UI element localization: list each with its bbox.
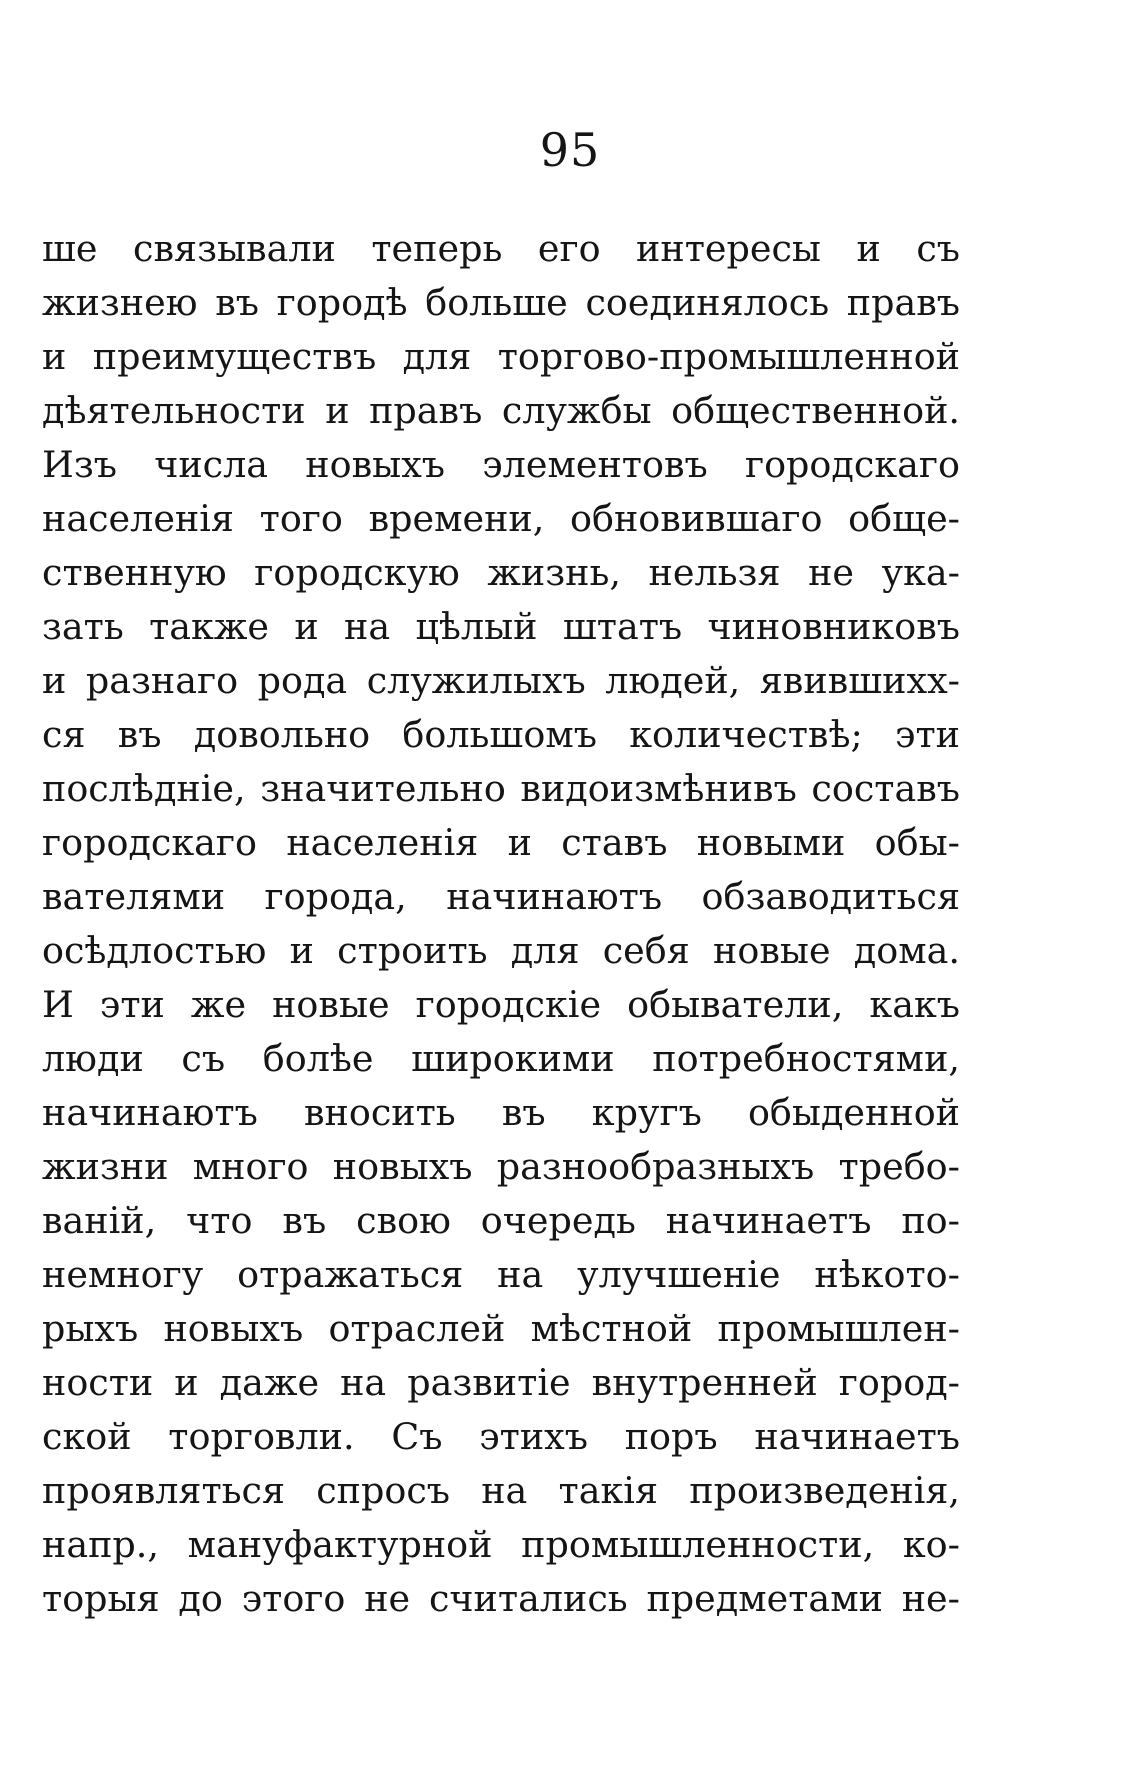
- text-line: рыхъ новыхъ отраслей мѣстной промышлен-: [42, 1307, 960, 1350]
- text-line: ской торговли. Съ этихъ поръ начинаетъ: [42, 1415, 960, 1458]
- text-line: ваній, что въ свою очередь начинаетъ по-: [42, 1199, 960, 1242]
- text-line: послѣдніе, значительно видоизмѣнивъ составъ: [42, 767, 960, 810]
- text-line: зать также и на цѣлый штатъ чиновниковъ: [42, 605, 960, 648]
- text-line: населенія того времени, обновившаго обще-: [42, 497, 960, 540]
- text-line: вателями города, начинаютъ обзаводиться: [42, 875, 960, 918]
- text-line: начинаютъ вносить въ кругъ обыденной: [42, 1091, 960, 1134]
- text-line: напр., мануфактурной промышленности, ко-: [42, 1523, 960, 1566]
- text-line: И эти же новые городскіе обыватели, какъ: [42, 983, 960, 1026]
- text-line: дѣятельности и правъ службы общественной.: [42, 389, 960, 432]
- text-line: жизни много новыхъ разнообразныхъ требо-: [42, 1145, 960, 1188]
- body-text: [42, 222, 960, 1626]
- text-line: ственную городскую жизнь, нельзя не ука-: [42, 551, 960, 594]
- text-line: и разнаго рода служилыхъ людей, явившихх-: [42, 659, 960, 702]
- text-line: проявляться спросъ на такія произведенія,: [42, 1469, 960, 1512]
- text-line: и преимуществъ для торгово-промышленной: [42, 335, 960, 378]
- text-line: люди съ болѣе широкими потребностями,: [42, 1037, 960, 1080]
- page-number: 95: [539, 123, 601, 177]
- text-line: ся въ довольно большомъ количествѣ; эти: [42, 713, 960, 756]
- text-line: ности и даже на развитіе внутренней город-: [42, 1361, 960, 1404]
- text-line: городскаго населенія и ставъ новыми обы-: [42, 821, 960, 864]
- text-line: торыя до этого не считались предметами не-: [42, 1577, 960, 1620]
- text-line: немногу отражаться на улучшеніе нѣкото-: [42, 1253, 960, 1296]
- text-line: ше связывали теперь его интересы и съ: [42, 227, 960, 270]
- text-line: осѣдлостью и строить для себя новые дома.: [42, 929, 960, 972]
- text-line: жизнею въ городѣ больше соединялось правъ: [42, 281, 960, 324]
- text-line: Изъ числа новыхъ элементовъ городскаго: [42, 443, 960, 486]
